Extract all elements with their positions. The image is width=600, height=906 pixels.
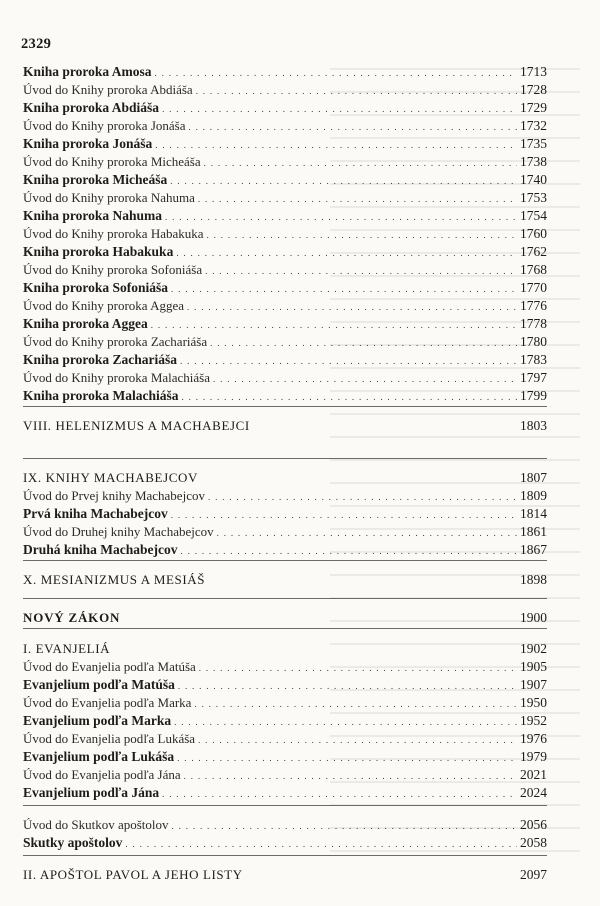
toc-entry-title: Kniha proroka Micheáša — [23, 172, 168, 187]
toc-entry-title: Kniha proroka Habakuka — [23, 244, 174, 259]
toc-entry-title: Skutky apoštolov — [23, 835, 123, 850]
toc-entry-page: 1952 — [520, 713, 547, 728]
toc-entry[interactable] — [23, 486, 547, 506]
toc-entry-page: 1814 — [520, 506, 547, 521]
toc-entry[interactable] — [23, 833, 547, 853]
toc-entry[interactable] — [23, 260, 547, 280]
toc-entry-page: 2097 — [520, 867, 547, 882]
toc-entry-title: Evanjelium podľa Marka — [23, 713, 172, 728]
toc-entry[interactable] — [23, 116, 547, 136]
toc-entry-page: 1778 — [520, 316, 547, 331]
toc-entry[interactable] — [23, 608, 547, 628]
toc-entry[interactable] — [23, 152, 547, 172]
toc-entry[interactable] — [23, 170, 547, 190]
toc-entry[interactable] — [23, 368, 547, 388]
toc-entry[interactable] — [23, 540, 547, 560]
toc-entry-title: Kniha proroka Abdiáša — [23, 100, 160, 115]
toc-entry-page: 1861 — [520, 524, 547, 539]
toc-entry-title: Evanjelium podľa Matúša — [23, 677, 175, 692]
toc-entry-title: Evanjelium podľa Jána — [23, 785, 160, 800]
toc-entry-page: 2056 — [520, 817, 547, 832]
toc-entry[interactable] — [23, 242, 547, 262]
section-divider — [23, 628, 547, 629]
toc-entry-page: 1902 — [520, 641, 547, 656]
toc-entry-title: Kniha proroka Jonáša — [23, 136, 153, 151]
toc-entry[interactable] — [23, 522, 547, 542]
toc-entry-page: 1783 — [520, 352, 547, 367]
toc-entry-title: Úvod do Knihy proroka Aggea — [23, 298, 185, 313]
section-divider — [23, 805, 547, 806]
toc-entry-title: Kniha proroka Amosa — [23, 64, 152, 79]
toc-entry-page: 1735 — [520, 136, 547, 151]
toc-entry-page: 1807 — [520, 470, 547, 485]
toc-entry[interactable] — [23, 675, 547, 695]
toc-entry-title: Úvod do Druhej knihy Machabejcov — [23, 524, 214, 539]
toc-entry-page: 1738 — [520, 154, 547, 169]
toc-entry-page: 1867 — [520, 542, 547, 557]
toc-entry-title: Evanjelium podľa Lukáša — [23, 749, 175, 764]
section-divider — [23, 598, 547, 599]
toc-entry-page: 1907 — [520, 677, 547, 692]
toc-entry-title: Úvod do Knihy proroka Sofoniáša — [23, 262, 203, 277]
toc-entry[interactable] — [23, 206, 547, 226]
toc-entry-page: 1797 — [520, 370, 547, 385]
toc-entry-title: VIII. HELENIZMUS A MACHABEJCI — [23, 418, 250, 433]
section-divider — [23, 458, 547, 459]
toc-entry-title: Kniha proroka Aggea — [23, 316, 148, 331]
toc-entry-title: Prvá kniha Machabejcov — [23, 506, 168, 521]
toc-entry[interactable] — [23, 314, 547, 334]
toc-entry[interactable] — [23, 711, 547, 731]
toc-entry[interactable] — [23, 134, 547, 154]
toc-entry-title: Úvod do Evanjelia podľa Matúša — [23, 659, 196, 674]
toc-entry-title: Úvod do Knihy proroka Malachiáša — [23, 370, 211, 385]
toc-entry-title: Druhá kniha Machabejcov — [23, 542, 178, 557]
toc-entry-page: 2058 — [520, 835, 547, 850]
toc-entry[interactable] — [23, 815, 547, 835]
toc-entry-page: 1776 — [520, 298, 547, 313]
toc-entry-page: 1768 — [520, 262, 547, 277]
toc-entry-title: Kniha proroka Sofoniáša — [23, 280, 169, 295]
toc-entry-page: 1900 — [520, 610, 547, 625]
toc-entry-title: Kniha proroka Malachiáša — [23, 388, 179, 403]
toc-entry-title: Úvod do Evanjelia podľa Lukáša — [23, 731, 196, 746]
dot-leader — [182, 387, 517, 407]
toc-entry-title: Kniha proroka Zachariáša — [23, 352, 178, 367]
dot-leader — [162, 784, 517, 804]
toc-entry[interactable] — [23, 729, 547, 749]
toc-entry-page: 2024 — [520, 785, 547, 800]
toc-entry-page: 1713 — [520, 64, 547, 79]
toc-entry[interactable] — [23, 80, 547, 100]
toc-entry-page: 1770 — [520, 280, 547, 295]
toc-entry-title: Úvod do Knihy proroka Habakuka — [23, 226, 204, 241]
toc-entry[interactable] — [23, 332, 547, 352]
toc-entry[interactable] — [23, 504, 547, 524]
toc-entry-title: II. APOŠTOL PAVOL A JEHO LISTY — [23, 867, 243, 882]
toc-entry[interactable] — [23, 570, 547, 590]
toc-entry-title: Úvod do Evanjelia podľa Marka — [23, 695, 192, 710]
toc-entry[interactable] — [23, 765, 547, 785]
toc-entry-page: 1976 — [520, 731, 547, 746]
toc-entry-title: Úvod do Knihy proroka Nahuma — [23, 190, 195, 205]
toc-entry-title: Úvod do Evanjelia podľa Jána — [23, 767, 181, 782]
toc-entry-title: IX. KNIHY MACHABEJCOV — [23, 470, 198, 485]
toc-entry[interactable] — [23, 224, 547, 244]
toc-entry-title: Úvod do Skutkov apoštolov — [23, 817, 169, 832]
toc-entry[interactable] — [23, 296, 547, 316]
toc-entry-title: Kniha proroka Nahuma — [23, 208, 163, 223]
toc-entry-page: 1760 — [520, 226, 547, 241]
toc-entry-page: 1799 — [520, 388, 547, 403]
toc-entry[interactable] — [23, 657, 547, 677]
toc-entry[interactable] — [23, 98, 547, 118]
toc-entry[interactable] — [23, 278, 547, 298]
toc-entry-page: 1729 — [520, 100, 547, 115]
toc-entry-page: 1728 — [520, 82, 547, 97]
toc-entry-title: Úvod do Knihy proroka Zachariáša — [23, 334, 208, 349]
toc-entry[interactable] — [23, 783, 547, 803]
toc-entry[interactable] — [23, 188, 547, 208]
toc-entry-title: Úvod do Knihy proroka Abdiáša — [23, 82, 193, 97]
toc-entry-page: 1979 — [520, 749, 547, 764]
toc-entry[interactable] — [23, 865, 547, 885]
toc-entry-page: 1754 — [520, 208, 547, 223]
toc-entry[interactable] — [23, 62, 547, 82]
toc-entry[interactable] — [23, 747, 547, 767]
toc-entry-title: Úvod do Prvej knihy Machabejcov — [23, 488, 205, 503]
toc-entry-page: 1898 — [520, 572, 547, 587]
toc-entry-page: 1740 — [520, 172, 547, 187]
toc-entry-page: 1950 — [520, 695, 547, 710]
toc-entry-page: 1780 — [520, 334, 547, 349]
toc-entry-page: 1762 — [520, 244, 547, 259]
dot-leader — [125, 834, 517, 854]
toc-entry[interactable] — [23, 416, 547, 436]
toc-entry-page: 1753 — [520, 190, 547, 205]
toc-entry-title: NOVÝ ZÁKON — [23, 610, 121, 625]
toc-entry-title: I. EVANJELIÁ — [23, 641, 111, 656]
toc-entry[interactable] — [23, 693, 547, 713]
section-divider — [23, 855, 547, 856]
toc-entry-page: 1803 — [520, 418, 547, 433]
dot-leader — [181, 541, 517, 561]
toc-entry[interactable] — [23, 639, 547, 659]
toc-entry-title: Úvod do Knihy proroka Jonáša — [23, 118, 186, 133]
toc-entry[interactable] — [23, 386, 547, 406]
toc-entry-page: 1809 — [520, 488, 547, 503]
toc-entry-page: 2021 — [520, 767, 547, 782]
toc-entry[interactable] — [23, 468, 547, 488]
toc-entry-page: 1905 — [520, 659, 547, 674]
toc-entry-title: Úvod do Knihy proroka Micheáša — [23, 154, 201, 169]
toc-entry-page: 1732 — [520, 118, 547, 133]
toc-entry-title: X. MESIANIZMUS A MESIÁŠ — [23, 572, 206, 587]
page-number: 2329 — [21, 36, 52, 52]
toc-entry[interactable] — [23, 350, 547, 370]
